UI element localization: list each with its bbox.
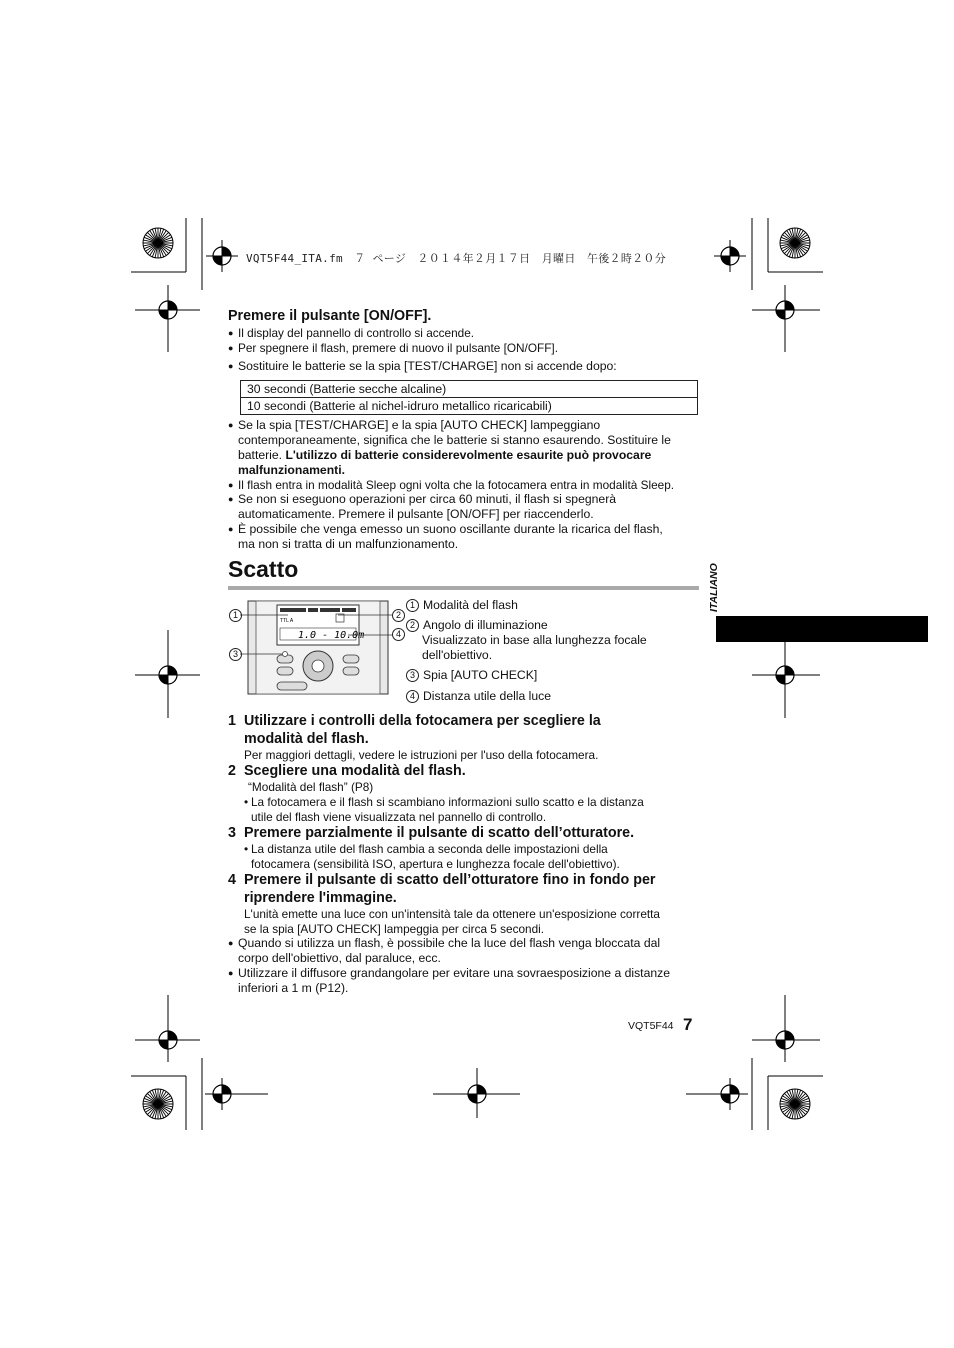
callout-2: 2 — [392, 609, 405, 622]
bullet-icon: ● — [228, 328, 234, 338]
step-note: fotocamera (sensibilità ISO, apertura e lunghezza focale dell'obiettivo). — [251, 857, 620, 871]
warn-line: malfunzionamenti. — [238, 463, 345, 477]
legend-num: 4 — [406, 690, 419, 703]
step-title: Scegliere una modalità del flash. — [244, 763, 466, 779]
legend-text: dell'obiettivo. — [422, 648, 493, 662]
bullet-text: Per spegnere il flash, premere di nuovo il pulsante [ON/OFF]. — [238, 341, 558, 355]
legend-item — [406, 689, 551, 704]
heading-rule — [228, 586, 699, 590]
section-title: Premere il pulsante [ON/OFF]. — [228, 308, 432, 324]
warn-line — [238, 448, 651, 463]
bullet-icon: ● — [228, 361, 234, 371]
step-note: Per maggiori dettagli, vedere le istruzioni per l'uso della fotocamera. — [244, 748, 599, 762]
step-ref: “Modalità del flash” (P8) — [248, 780, 374, 794]
bullet-icon: ● — [228, 938, 234, 948]
legend-item — [406, 598, 518, 613]
warn-bold: L'utilizzo di batterie considerevolmente esaurite può provocare — [285, 448, 652, 462]
callout-4: 4 — [392, 628, 405, 641]
step-number: 3 — [228, 825, 236, 841]
step-number: 4 — [228, 872, 236, 888]
bullet-text: inferiori a 1 m (P12). — [238, 981, 349, 995]
bullet-icon: ● — [228, 524, 234, 534]
dot-icon: • — [244, 795, 249, 809]
legend-text: Angolo di illuminazione — [423, 618, 548, 632]
step-title: Premere parzialmente il pulsante di scatto dell’otturatore. — [244, 825, 635, 841]
step-number: 1 — [228, 713, 236, 729]
bullet-text: Quando si utilizza un flash, è possibile che la luce del flash venga bloccata dal — [238, 936, 661, 950]
step-note: La fotocamera e il flash si scambiano informazioni sullo scatto e la distanza — [251, 795, 644, 809]
file-header: VQT5F44_ITA.fm ７ ページ ２０１４年２月１７日 月曜日 午後２時２０分 — [246, 252, 667, 265]
step-title: Premere il pulsante di scatto dell’otturatore fino in fondo per — [244, 872, 656, 888]
step-note: utile del flash viene visualizzata nel pannello di controllo. — [251, 810, 547, 824]
callout-3: 3 — [229, 648, 242, 661]
dot-icon: • — [244, 842, 249, 856]
legend-text: Visualizzato in base alla lunghezza focale — [422, 633, 647, 647]
bullet-text: È possibile che venga emesso un suono oscillante durante la ricarica del flash, — [238, 522, 663, 536]
model-code: VQT5F44 — [628, 1020, 674, 1032]
bullet-text: automaticamente. Premere il pulsante [ON/OFF] per riaccenderlo. — [238, 507, 594, 521]
legend-num: 2 — [406, 619, 419, 632]
bullet-icon: ● — [228, 480, 234, 490]
step-title: riprendere l'immagine. — [244, 890, 397, 906]
page-number: 7 — [683, 1015, 693, 1034]
bullet-text: Se non si eseguono operazioni per circa 60 minuti, il flash si spegnerà — [238, 492, 617, 506]
bullet-icon: ● — [228, 343, 234, 353]
bullet-text: Il display del pannello di controllo si accende. — [238, 326, 475, 340]
lcd-range: 1.0 - 10.0m — [298, 630, 365, 641]
step-note: L'unità emette una luce con un'intensità tale da ottenere un'esposizione corretta — [244, 907, 660, 921]
bullet-icon: ● — [228, 494, 234, 504]
table-row: 30 secondi (Batterie secche alcaline) — [247, 382, 447, 396]
legend-num: 1 — [406, 599, 419, 612]
bullet-text: Il flash entra in modalità Sleep ogni volta che la fotocamera entra in modalità Sleep. — [238, 478, 675, 492]
step-note: La distanza utile del flash cambia a seconda delle impostazioni della — [251, 842, 608, 856]
bullet-icon: ● — [228, 420, 234, 430]
warn-line: Se la spia [TEST/CHARGE] e la spia [AUTO CHECK] lampeggiano — [238, 418, 601, 432]
bullet-text: Sostituire le batterie se la spia [TEST/CHARGE] non si accende dopo: — [238, 359, 617, 373]
legend-item — [406, 618, 548, 633]
bullet-icon: ● — [228, 968, 234, 978]
legend-num: 3 — [406, 669, 419, 682]
bullet-text: ma non si tratta di un malfunzionamento. — [238, 537, 459, 551]
warn-line: contemporaneamente, significa che le batterie si stanno esaurendo. Sostituire le — [238, 433, 671, 447]
battery-table — [240, 380, 698, 415]
bullet-text: corpo dell'obiettivo, dal paraluce, ecc. — [238, 951, 441, 965]
step-note: se la spia [AUTO CHECK] lampeggia per circa 5 secondi. — [244, 922, 545, 936]
legend-text: Spia [AUTO CHECK] — [423, 668, 538, 682]
step-number: 2 — [228, 763, 236, 779]
bullet-text: Utilizzare il diffusore grandangolare per evitare una sovraesposizione a distanze — [238, 966, 671, 980]
language-tab-label: ITALIANO — [708, 563, 720, 612]
callout-1: 1 — [229, 609, 242, 622]
legend-item — [406, 668, 537, 683]
warn-text: batterie. — [238, 448, 286, 462]
auto-check-lamp — [283, 652, 288, 657]
legend-text: Modalità del flash — [423, 598, 518, 612]
table-row: 10 secondi (Batterie al nichel-idruro metallico ricaricabili) — [241, 397, 697, 414]
section-heading: Scatto — [228, 556, 299, 582]
language-tab — [716, 616, 928, 642]
flash-panel-diagram — [228, 598, 408, 698]
lcd-mode: TTL A — [280, 618, 294, 624]
step-title: Utilizzare i controlli della fotocamera per scegliere la — [244, 713, 601, 729]
legend-text: Distanza utile della luce — [423, 689, 552, 703]
step-title: modalità del flash. — [244, 731, 369, 747]
